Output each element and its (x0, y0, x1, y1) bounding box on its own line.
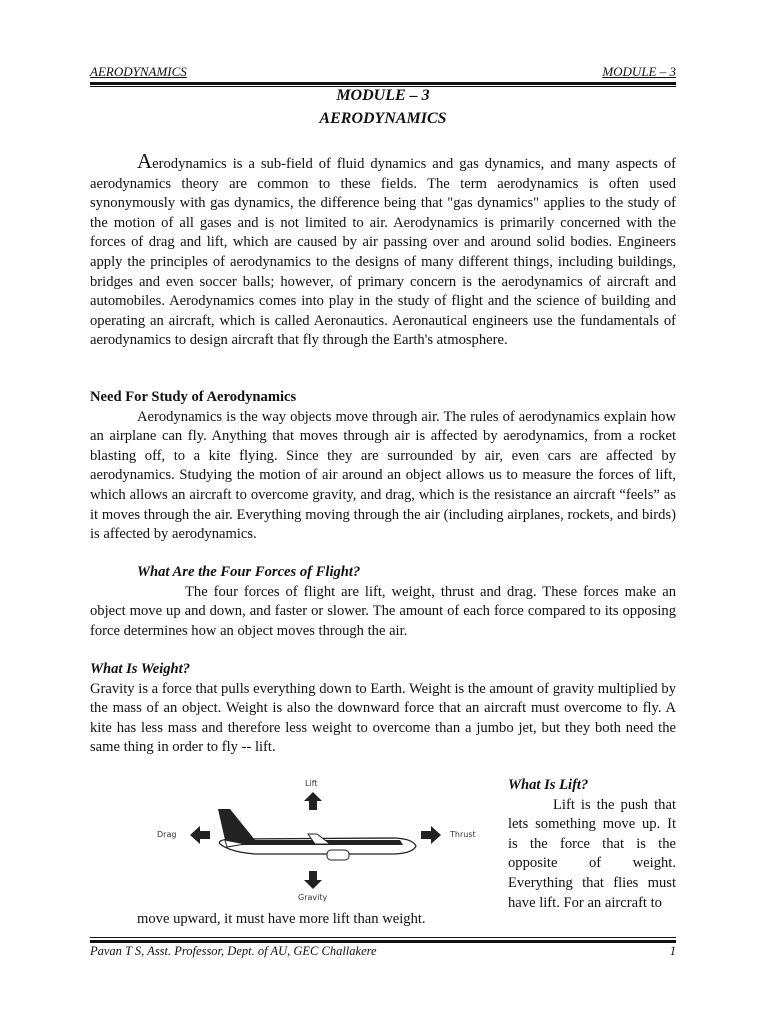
lift-arrow-icon (304, 792, 322, 810)
thrust-arrow-icon (421, 826, 441, 844)
page-title: AERODYNAMICS (319, 110, 447, 127)
drop-cap: A (137, 149, 153, 173)
need-text: Aerodynamics is the way objects move through air. The rules of aerodynamics explain how an airplane can fly. Anything that moves through air is affected by aerodynamics, from a rocket blasting off, to a kite flying. Since they are surrounded by air, even cars are affected by aerodynamics. Studying the motion of air around an object allows us to measure the forces of lift, which allows an aircraft to overcome gravity, and drag, which is the resistance an aircraft “feels” as it moves through the air. Everything moving through the air (including airplanes, rockets, and birds) is affected by aerodynamics. (90, 408, 676, 543)
forces-text: The four forces of flight are lift, weight, thrust and drag. These forces make an object move up and down, and faster or slower. The amount of each force compared to its opposing force determines how an object moves through the air. (90, 583, 676, 639)
need-heading: Need For Study of Aerodynamics (90, 389, 297, 405)
forces-heading: What Are the Four Forces of Flight? (137, 564, 361, 580)
drag-label: Drag (157, 830, 177, 839)
gravity-arrow-icon (304, 871, 322, 889)
header-rule (90, 82, 676, 85)
weight-heading: What Is Weight? (90, 661, 191, 677)
gravity-label: Gravity (298, 893, 328, 902)
drag-arrow-icon (190, 826, 210, 844)
lift-section (508, 776, 676, 913)
footer-rule (90, 940, 676, 943)
header-left: AERODYNAMICS (90, 64, 187, 79)
footer-rule-thin (90, 937, 676, 938)
four-forces-diagram (145, 772, 495, 907)
forces-section (90, 563, 676, 641)
weight-section (90, 660, 676, 758)
footer-author: Pavan T S, Asst. Professor, Dept. of AU, GEC Challakere (90, 944, 377, 958)
intro-text: erodynamics is a sub-field of fluid dynamics and gas dynamics, and many aspects of aerodynamics theory are common to these fields. The term aerodynamics is often used synonymously with gas dynamics, the difference being that "gas dynamics" applies to the study of the motion of all gases and is not limited to air. Aerodynamics is primarily concerned with the forces of drag and lift, which are caused by air passing over and around solid bodies. Engineers apply the principles of aerodynamics to the designs of many different things, including buildings, bridges and even soccer balls; however, of primary concern is the aerodynamics of aircraft and automobiles. Aerodynamics comes into play in the study of flight and the science of building and operating an aircraft, which is called Aeronautics. Aeronautical engineers use the fundamentals of aerodynamics to design aircraft that fly through the Earth's atmosphere. (90, 156, 676, 349)
running-header (90, 64, 676, 80)
thrust-label: Thrust (450, 830, 476, 839)
lift-heading: What Is Lift? (508, 777, 589, 793)
weight-text: Gravity is a force that pulls everything down to Earth. Weight is the amount of gravity multiplied by the mass of an object. Weight is also the downward force that an aircraft must overcome to fly. A kite has less mass and therefore less weight to overcome than a jumbo jet, but they both need the same thing in order to fly -- lift. (90, 680, 676, 756)
need-section (90, 388, 676, 545)
page-number: 1 (669, 944, 676, 958)
running-footer (90, 944, 676, 959)
lift-continuation: move upward, it must have more lift than weight. (137, 911, 426, 927)
module-title: MODULE – 3 (336, 87, 430, 104)
lift-label: Lift (305, 779, 318, 788)
airplane-illustration (145, 772, 495, 907)
airplane-icon (218, 809, 416, 860)
lift-text: Lift is the push that lets something move up. It is the force that is the opposite of weight. Everything that flies must have lift. For an aircraft to (508, 796, 676, 911)
intro-paragraph (90, 149, 676, 351)
header-right: MODULE – 3 (602, 64, 676, 79)
